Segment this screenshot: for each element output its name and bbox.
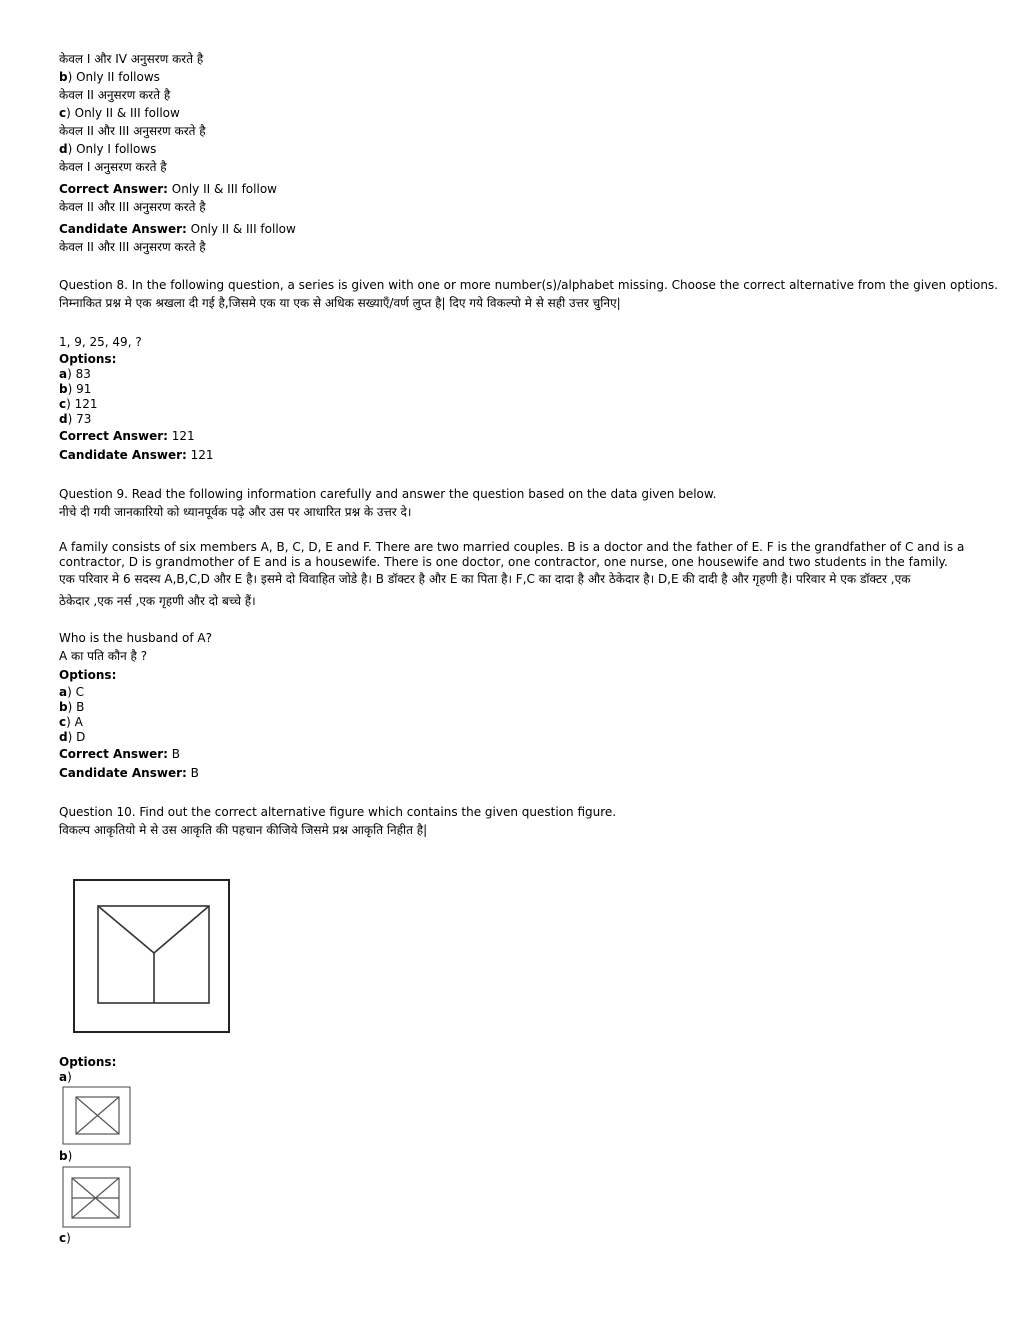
q8-correct-answer: Correct Answer: 121 bbox=[59, 429, 195, 443]
q9-question: Who is the husband of A? bbox=[59, 631, 212, 645]
q9-title: Question 9. Read the following information carefully and answer the question based on the data given below. bbox=[59, 487, 717, 501]
prev-option-b-hindi: केवल II अनुसरण करते है bbox=[59, 88, 171, 102]
prev-option-b: b) Only II follows bbox=[59, 70, 160, 84]
q9-passage: A family consists of six members A, B, C, D, E and F. There are two married couples. B is a doctor and the father of E. F is the grandfather of C and is a contractor, D is grandmother of E and is a housewife. There is one doctor, one contractor, one nurse, one housewife and two students in the family. bbox=[59, 540, 965, 569]
q8-option-c: c) 121 bbox=[59, 397, 98, 411]
q8-series: 1, 9, 25, 49, ? bbox=[59, 335, 142, 349]
option-b-figure-svg bbox=[62, 1166, 132, 1229]
q10-option-c-label: c) bbox=[59, 1231, 71, 1245]
q9-option-a: a) C bbox=[59, 685, 84, 699]
q9-option-c: c) A bbox=[59, 715, 83, 729]
q10-options-label: Options: bbox=[59, 1055, 117, 1069]
prev-question-options bbox=[59, 50, 979, 176]
prev-option-a-hindi: केवल I और IV अनुसरण करते है bbox=[59, 52, 204, 66]
q9-option-d: d) D bbox=[59, 730, 86, 744]
q9-question-hindi: A का पति कौन है ? bbox=[59, 649, 148, 663]
q8-title-hindi: निम्नाकित प्रश्न मे एक श्रखला दी गई है,जिसमे एक या एक से अधिक सख्याएँ/वर्ण लुप्त है| दिए गये विकल्पो मे से सही उत्तर चुनिए| bbox=[59, 296, 621, 310]
question-page bbox=[59, 50, 998, 1245]
q10-question-figure bbox=[72, 878, 979, 1035]
prev-option-d: d) Only I follows bbox=[59, 142, 157, 156]
option-a-figure-svg bbox=[62, 1086, 132, 1146]
q9-candidate-answer: Candidate Answer: B bbox=[59, 766, 199, 780]
q8-title: Question 8. In the following question, a series is given with one or more number(s)/alphabet missing. Choose the correct alternative from the given options. bbox=[59, 278, 998, 292]
q9-correct-answer: Correct Answer: B bbox=[59, 747, 181, 761]
q9-title-hindi: नीचे दी गयी जानकारियो को ध्यानपूर्वक पढ़े और उस पर आधारित प्रश्न के उत्तर दे। bbox=[59, 505, 412, 519]
question-figure-svg bbox=[72, 878, 232, 1035]
prev-option-c: c) Only II & III follow bbox=[59, 106, 180, 120]
q8-candidate-answer: Candidate Answer: 121 bbox=[59, 448, 214, 462]
prev-option-d-hindi: केवल I अनुसरण करते है bbox=[59, 160, 167, 174]
q10-title: Question 10. Find out the correct alternative figure which contains the given question figure. bbox=[59, 805, 617, 819]
prev-option-c-hindi: केवल II और III अनुसरण करते है bbox=[59, 124, 206, 138]
prev-correct-answer-hindi: केवल II और III अनुसरण करते है bbox=[59, 200, 206, 214]
prev-candidate-answer: Candidate Answer: Only II & III follow bbox=[59, 222, 296, 236]
q8-option-a: a) 83 bbox=[59, 367, 91, 381]
q10-title-hindi: विकल्प आकृतियो मे से उस आकृति की पहचान कीजिये जिसमे प्रश्न आकृति निहीत है| bbox=[59, 823, 428, 837]
q8-option-d: d) 73 bbox=[59, 412, 92, 426]
q8-options-label: Options: bbox=[59, 352, 117, 366]
q10-option-b-figure bbox=[62, 1166, 979, 1229]
q9-options bbox=[59, 685, 979, 745]
q9-passage-hindi-2: ठेकेदार ,एक नर्स ,एक गृहणी और दो बच्चे हैं। bbox=[59, 594, 256, 608]
prev-correct-answer: Correct Answer: Only II & III follow bbox=[59, 182, 277, 196]
q8-options bbox=[59, 367, 979, 427]
q9-options-label: Options: bbox=[59, 668, 117, 682]
q10-option-a-figure bbox=[62, 1086, 979, 1146]
q9-option-b: b) B bbox=[59, 700, 85, 714]
q9-passage-hindi-1: एक परिवार मे 6 सदस्य A,B,C,D और E है। इसमे दो विवाहित जोडे है। B डॉक्टर है और E का पिता है। F,C का दादा है और ठेकेदार है। D,E की दादी है और गृहणी है। परिवार मे एक डॉक्टर ,एक bbox=[59, 572, 911, 586]
q8-option-b: b) 91 bbox=[59, 382, 92, 396]
q10-option-b-label: b) bbox=[59, 1149, 73, 1163]
prev-candidate-answer-hindi: केवल II और III अनुसरण करते है bbox=[59, 240, 206, 254]
q10-option-a-label: a) bbox=[59, 1070, 72, 1084]
